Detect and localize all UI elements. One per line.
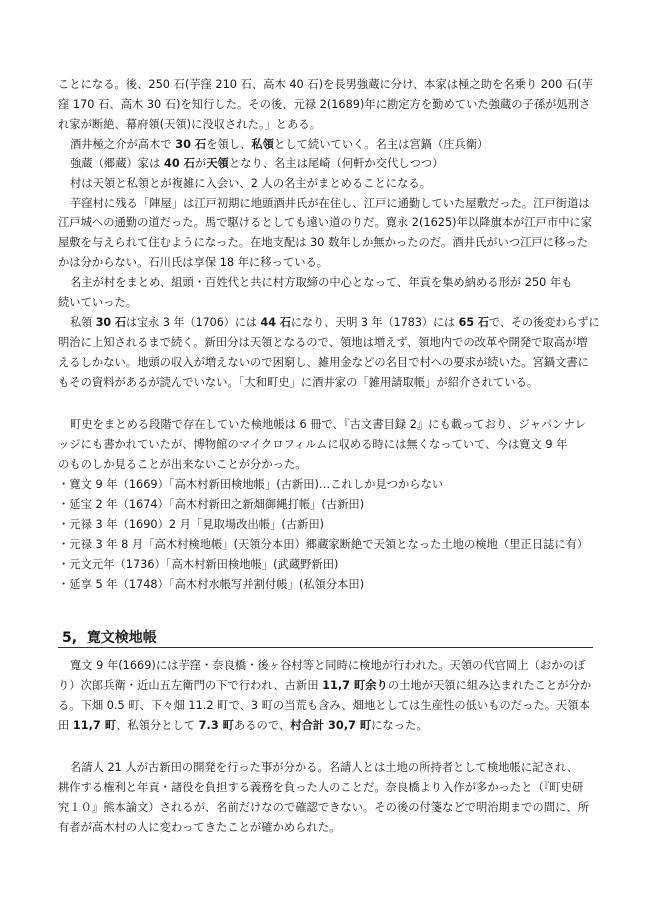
paragraph-line: 私領 30 石は宝永 3 年（1706）には 44 石になり、天明 3 年（1783）には 65 石で、その後変わらずに xyxy=(70,316,600,329)
list-item: ・元禄 3 年 8 月「高木村検地帳」(天領分本田）郷蔵家断絶で天領となった土地の検地（里正日誌に有） xyxy=(58,538,589,551)
paragraph-line: 究１０』熊本論文）されるが、名前だけなので確認できない。その後の付箋などで明治期までの間に、所 xyxy=(58,801,589,814)
paragraph-line: 芋窪村に残る「陣屋」は江戸初期に地頭酒井氏が在住し、江戸に通勤していた屋敷だった。江戸街道は xyxy=(70,197,590,210)
paragraph-line: 名請人 21 人が古新田の開発を行った事が分かる。名請人とは土地の所持者として検地帳に記され、 xyxy=(70,761,579,774)
paragraph-line: 明治に上知されるまで続く。新田分は天領となるので、領地は増えず、領地内での改革や開発で取高が増 xyxy=(58,336,588,349)
paragraph-line: 続いていった。 xyxy=(58,296,138,309)
paragraph-line: り）次郎兵衛・近山五左衛門の下で行われ、古新田 11,7 町余りの土地が天領に組み込まれたことが分か xyxy=(58,679,592,692)
section-heading xyxy=(62,627,157,647)
paragraph-line: れ家が断絶、幕府領(天領)に没収された。」とある。 xyxy=(58,118,321,131)
list-item: ・寛文 9 年（1669）「高木村新田検地帳」(古新田)…これしか見つからない xyxy=(58,478,444,491)
paragraph-line: 有者が高木村の人に変わってきたことが確かめられた。 xyxy=(58,821,341,834)
emphasis: 私領 xyxy=(251,138,275,151)
paragraph-line: 町史をまとめる段階で存在していた検地帳は 6 冊で、『古文書目録 2』にも載っており、ジャパンナレ xyxy=(70,418,586,431)
emphasis: 11,7 町 xyxy=(72,719,116,732)
paragraph-line: 村は天領と私領とが複雑に入会い、2 人の名主がまとめることになる。 xyxy=(70,177,431,190)
list-item: ・元禄 3 年（1690）2 月「見取場改出帳」(古新田) xyxy=(58,518,325,531)
paragraph-line: かは分からない。石川氏は享保 18 年に移っている。 xyxy=(58,256,329,269)
paragraph-line: 田 11,7 町、私領分として 7.3 町あるので、村合計 30,7 町になった。 xyxy=(58,719,428,732)
paragraph-line: 酒井極之介が高木で 30 石を領し、私領として続いていく。名主は宮鍋（庄兵衛） xyxy=(70,138,489,151)
emphasis: 村合計 30,7 町 xyxy=(290,719,372,732)
paragraph-line: 耕作する権利と年貢・諸役を負担する義務を負った人のことだ。奈良橋より入作が多かったと（『町史研 xyxy=(58,781,584,794)
paragraph-line: もその資料があるが読んでいない。「大和町史」に酒井家の「雑用請取帳」が紹介されている。 xyxy=(58,376,539,389)
paragraph-line: えるしかない。地頭の収入が増えないので困窮し、雑用金などの名目で村への要求が続いた。宮鍋文書に xyxy=(58,356,589,369)
section-number: 5, xyxy=(62,630,78,646)
paragraph-line: 寛文 9 年(1669)には芋窪・奈良橋・後ヶ谷村等と同時に検地が行われた。天領の代官岡上（おかのぼ xyxy=(70,659,586,672)
paragraph-line: 強蔵（郷蔵）家は 40 石が天領となり、名主は尾崎（何軒か交代しつつ） xyxy=(70,157,444,170)
paragraph-line: 名主が村をまとめ、組頭・百姓代と共に村方取締の中心となって、年貢を集め納める形が 250 年も xyxy=(70,276,573,289)
list-item: ・延宝 2 年（1674）「高木村新田之新畑御縄打帳」(古新田) xyxy=(58,498,365,511)
emphasis: 30 石 xyxy=(95,316,127,329)
emphasis: 44 石 xyxy=(260,316,291,329)
list-item: ・元文元年（1736）「高木村新田検地帳」(武蔵野新田) xyxy=(58,558,339,571)
paragraph-line: る。下畑 0.5 町、下々畑 11.2 町で、3 町の当荒も含み、畑地としては生産性の低いものだった。天領本 xyxy=(58,699,590,712)
emphasis: 30 石 xyxy=(175,138,207,151)
section-divider xyxy=(58,647,593,648)
emphasis: 40 石 xyxy=(163,157,195,170)
paragraph-line: 江戸城への通勤の道だった。馬で駆けるとしても遠い道のりだ。寛永 2(1625)年以降旗本が江戸市中に家 xyxy=(58,216,593,229)
emphasis: 7.3 町 xyxy=(198,719,234,732)
emphasis: 11,7 町余り xyxy=(322,679,388,692)
paragraph-line: 屋敷を与えられて住むようになった。在地支配は 30 数年しか無かったのだ。酒井氏がいつ江戸に移った xyxy=(58,236,588,249)
list-item: ・延享 5 年（1748）「高木村水帳写并割付帳」(私領分本田) xyxy=(58,578,365,591)
paragraph-line: ッジにも書かれていたが、博物館のマイクロフィルムに収める時には無くなっていて、今は寛文 9 年 xyxy=(58,438,568,451)
paragraph-line: のものしか見ることが出来ないことが分かった。 xyxy=(58,458,307,471)
emphasis: 天領 xyxy=(206,157,229,170)
paragraph-line: ことになる。後、250 石(芋窪 210 石、高木 40 石)を長男強蔵に分け、本家は極之助を名乗り 200 石(芋 xyxy=(58,78,593,91)
section-title: 寛文検地帳 xyxy=(86,630,157,646)
paragraph-line: 窪 170 石、高木 30 石)を知行した。その後、元禄 2(1689)年に勘定方を勤めていた強蔵の子孫が処刑さ xyxy=(58,98,591,111)
emphasis: 65 石 xyxy=(458,316,490,329)
